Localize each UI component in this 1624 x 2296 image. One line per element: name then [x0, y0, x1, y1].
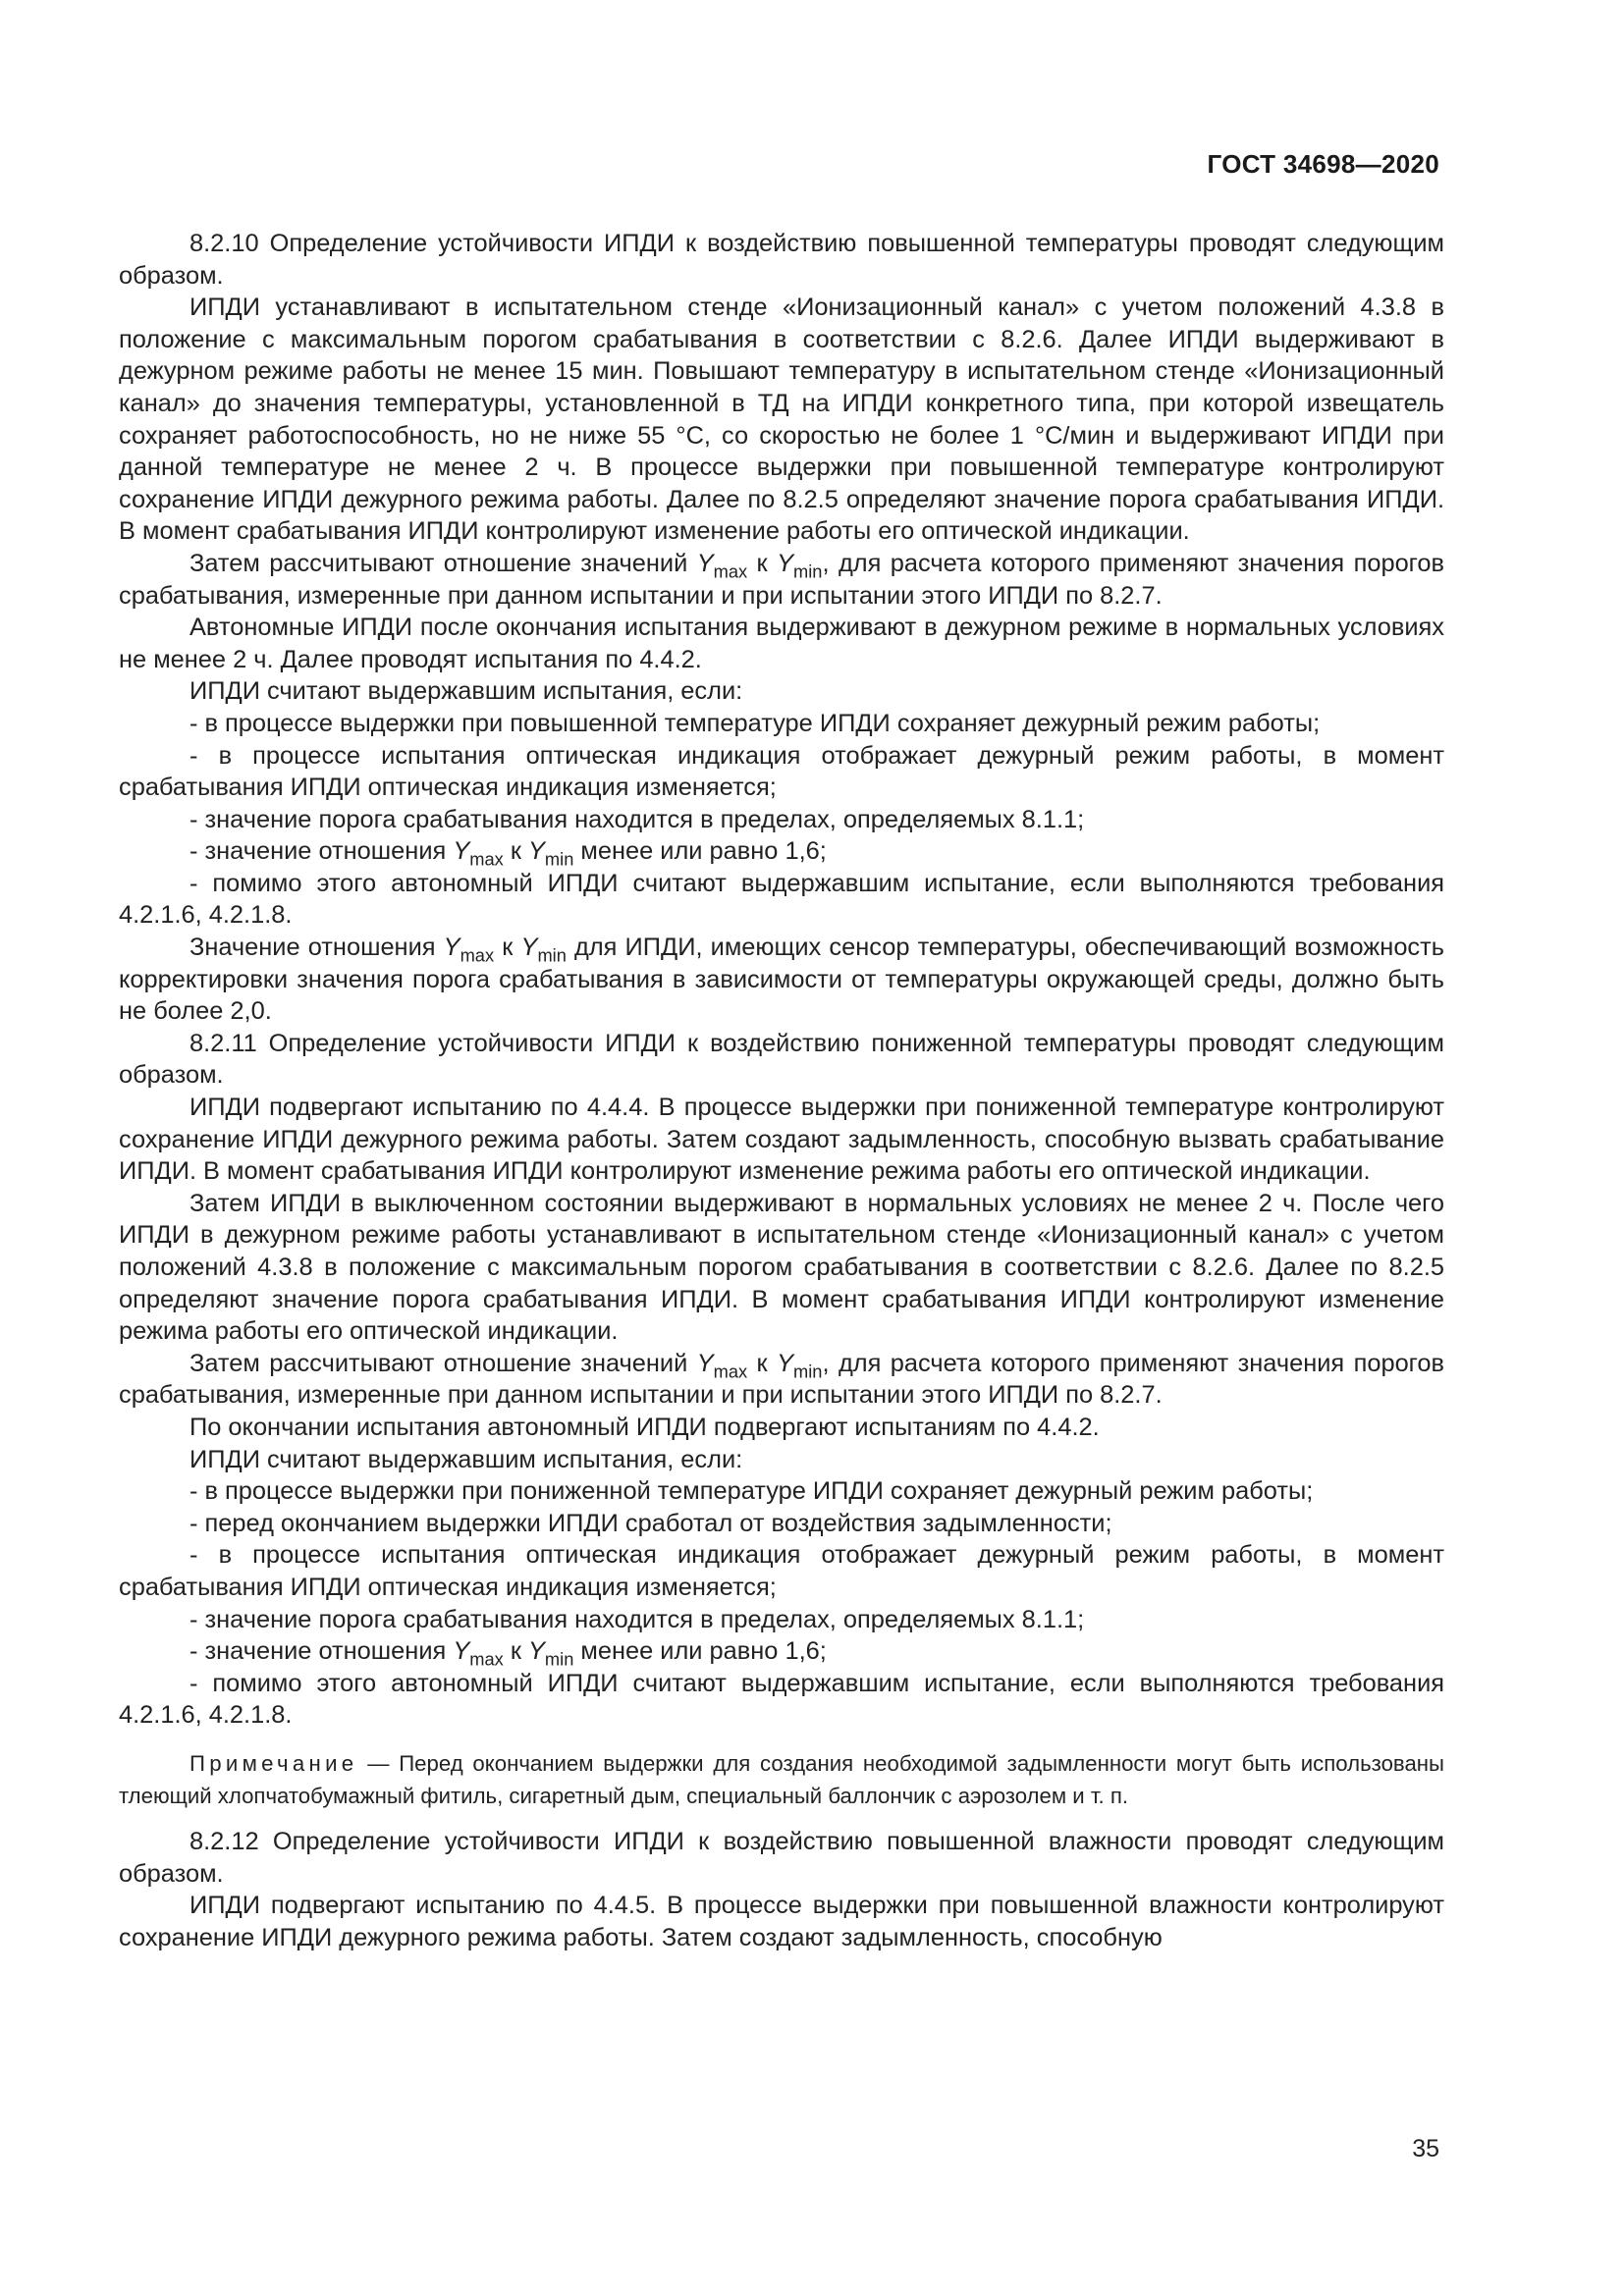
text: , для расчета которого применяют значения порогов срабатывания, измеренные при данном испытании и при испытании этого ИПДИ по 8.2.7.	[119, 1349, 1444, 1410]
text: к	[494, 934, 521, 962]
list-item: - в процессе испытания оптическая индикация отображает дежурный режим работы, в момент срабатывания ИПДИ оптическая индикация изменяется;	[119, 1541, 1444, 1601]
text: менее или равно 1,6;	[573, 837, 827, 866]
text: менее или равно 1,6;	[573, 1637, 827, 1666]
paragraph: ИПДИ подвергают испытанию по 4.4.4. В процессе выдержки при пониженной температуре контролируют сохранение ИПДИ дежурного режима работы. Затем создают задымленность, способную вызвать срабатывание ИПДИ. В момент срабатывания ИПДИ контролируют изменение режима работы его оптической индикации.	[119, 1094, 1444, 1186]
text: к	[747, 1349, 778, 1377]
ymin-subscript: min	[537, 944, 567, 966]
ymax-subscript: max	[713, 561, 748, 582]
ymin-subscript: min	[544, 848, 574, 870]
paragraph	[119, 1348, 1444, 1412]
ymax-symbol: Y	[696, 549, 714, 577]
paragraph: По окончании испытания автономный ИПДИ подвергают испытаниям по 4.4.2.	[189, 1413, 1100, 1441]
text: - значение отношения	[189, 1637, 454, 1666]
note-label: Примечание	[189, 1750, 358, 1776]
text: Затем рассчитывают отношение значений	[189, 549, 697, 577]
text: , для расчета которого применяют значения порогов срабатывания, измеренные при данном испытании и при испытании этого ИПДИ по 8.2.7.	[119, 549, 1444, 610]
text: к	[503, 1637, 528, 1666]
list-item: - в процессе выдержки при повышенной температуре ИПДИ сохраняет дежурный режим работы;	[189, 709, 1321, 737]
note	[119, 1747, 1444, 1812]
paragraph: ИПДИ подвергают испытанию по 4.4.5. В процессе выдержки при повышенной влажности контролируют сохранение ИПДИ дежурного режима работы. Затем создают задымленность, способную	[119, 1892, 1444, 1951]
list-item	[119, 835, 1444, 868]
ymin-symbol: Y	[777, 1349, 794, 1377]
section-8-2-12-heading: 8.2.12 Определение устойчивости ИПДИ к воздействию повышенной влажности проводят следующим образом.	[119, 1827, 1444, 1888]
ymax-subscript: max	[469, 848, 504, 870]
section-8-2-10-heading: 8.2.10 Определение устойчивости ИПДИ к воздействию повышенной температуры проводят следующим образом.	[119, 230, 1444, 290]
paragraph: Затем ИПДИ в выключенном состоянии выдерживают в нормальных условиях не менее 2 ч. После чего ИПДИ в дежурном режиме работы устанавливают в испытательном стенде «Ионизационный канал» с учетом положений 4.3.8 в положение с максимальным порогом срабатывания в соответствии с 8.2.6. Далее по 8.2.5 определяют значение порога срабатывания ИПДИ. В момент срабатывания ИПДИ контролируют изменение режима работы его оптической индикации.	[119, 1189, 1444, 1346]
paragraph	[119, 548, 1444, 612]
ymax-subscript: max	[460, 944, 495, 966]
list-item: - помимо этого автономный ИПДИ считают выдержавшим испытание, если выполняются требования 4.2.1.6, 4.2.1.8.	[119, 1669, 1444, 1730]
list-item: - значение порога срабатывания находится в пределах, определяемых 8.1.1;	[189, 1605, 1085, 1633]
text: для ИПДИ, имеющих сенсор температуры, обеспечивающий возможность корректировки значения порога срабатывания в зависимости от температуры окружающей среды, должно быть не более 2,0.	[119, 934, 1444, 1026]
ymax-subscript: max	[469, 1648, 504, 1670]
paragraph: Автономные ИПДИ после окончания испытания выдерживают в дежурном режиме в нормальных условиях не менее 2 ч. Далее проводят испытания по 4.4.2.	[119, 614, 1444, 673]
ymax-symbol: Y	[696, 1349, 714, 1377]
list-item: - в процессе выдержки при пониженной температуре ИПДИ сохраняет дежурный режим работы;	[189, 1477, 1314, 1506]
text: Значение отношения	[189, 934, 444, 962]
list-item: - помимо этого автономный ИПДИ считают выдержавшим испытание, если выполняются требования 4.2.1.6, 4.2.1.8.	[119, 869, 1444, 930]
paragraph: ИПДИ устанавливают в испытательном стенде «Ионизационный канал» с учетом положений 4.3.8 в положение с максимальным порогом срабатывания в соответствии с 8.2.6. Далее ИПДИ выдерживают в дежурном режиме работы не менее 15 мин. Повышают температуру в испытательном стенде «Ионизационный канал» до значения температуры, установленной в ТД на ИПДИ конкретного типа, при которой извещатель сохраняет работоспособность, но не ниже 55 °С, со скоростью не более 1 °С/мин и выдерживают ИПДИ при данной температуре не менее 2 ч. В процессе выдержки при повышенной температуре контролируют сохранение ИПДИ дежурного режима работы. Далее по 8.2.5 определяют значение порога срабатывания ИПДИ. В момент срабатывания ИПДИ контролируют изменение работы его оптической индикации.	[119, 294, 1444, 546]
ymax-symbol: Y	[453, 1637, 470, 1666]
ymin-subscript: min	[793, 561, 823, 582]
ymin-symbol: Y	[527, 837, 545, 866]
ymin-symbol: Y	[527, 1637, 545, 1666]
paragraph	[119, 932, 1444, 1028]
list-item: - перед окончанием выдержки ИПДИ сработал от воздействия задымленности;	[189, 1509, 1112, 1537]
ymin-subscript: min	[544, 1648, 574, 1670]
ymax-subscript: max	[713, 1361, 748, 1382]
paragraph: ИПДИ считают выдержавшим испытания, если:	[189, 677, 743, 706]
text: к	[503, 837, 528, 866]
section-8-2-11-heading: 8.2.11 Определение устойчивости ИПДИ к воздействию пониженной температуры проводят следующим образом.	[119, 1029, 1444, 1090]
list-item: - в процессе испытания оптическая индикация отображает дежурный режим работы, в момент срабатывания ИПДИ оптическая индикация изменяется;	[119, 741, 1444, 802]
list-item: - значение порога срабатывания находится в пределах, определяемых 8.1.1;	[189, 805, 1085, 833]
text: Затем рассчитывают отношение значений	[189, 1349, 697, 1377]
ymin-symbol: Y	[777, 549, 794, 577]
document-code: ГОСТ 34698—2020	[1207, 149, 1439, 179]
ymax-symbol: Y	[453, 837, 470, 866]
paragraph: ИПДИ считают выдержавшим испытания, если:	[189, 1445, 743, 1473]
text: к	[747, 549, 778, 577]
list-item	[119, 1635, 1444, 1668]
page-number: 35	[1412, 2135, 1439, 2163]
ymin-symbol: Y	[520, 934, 538, 962]
document-body	[119, 228, 1444, 1953]
text: - значение отношения	[189, 837, 454, 866]
ymax-symbol: Y	[443, 934, 460, 962]
note-text: — Перед окончанием выдержки для создания необходимой задымленности могут быть использованы тлеющий хлопчатобумажный фитиль, сигаретный дым, специальный баллончик с аэрозолем и т. п.	[119, 1750, 1444, 1808]
ymin-subscript: min	[793, 1361, 823, 1382]
